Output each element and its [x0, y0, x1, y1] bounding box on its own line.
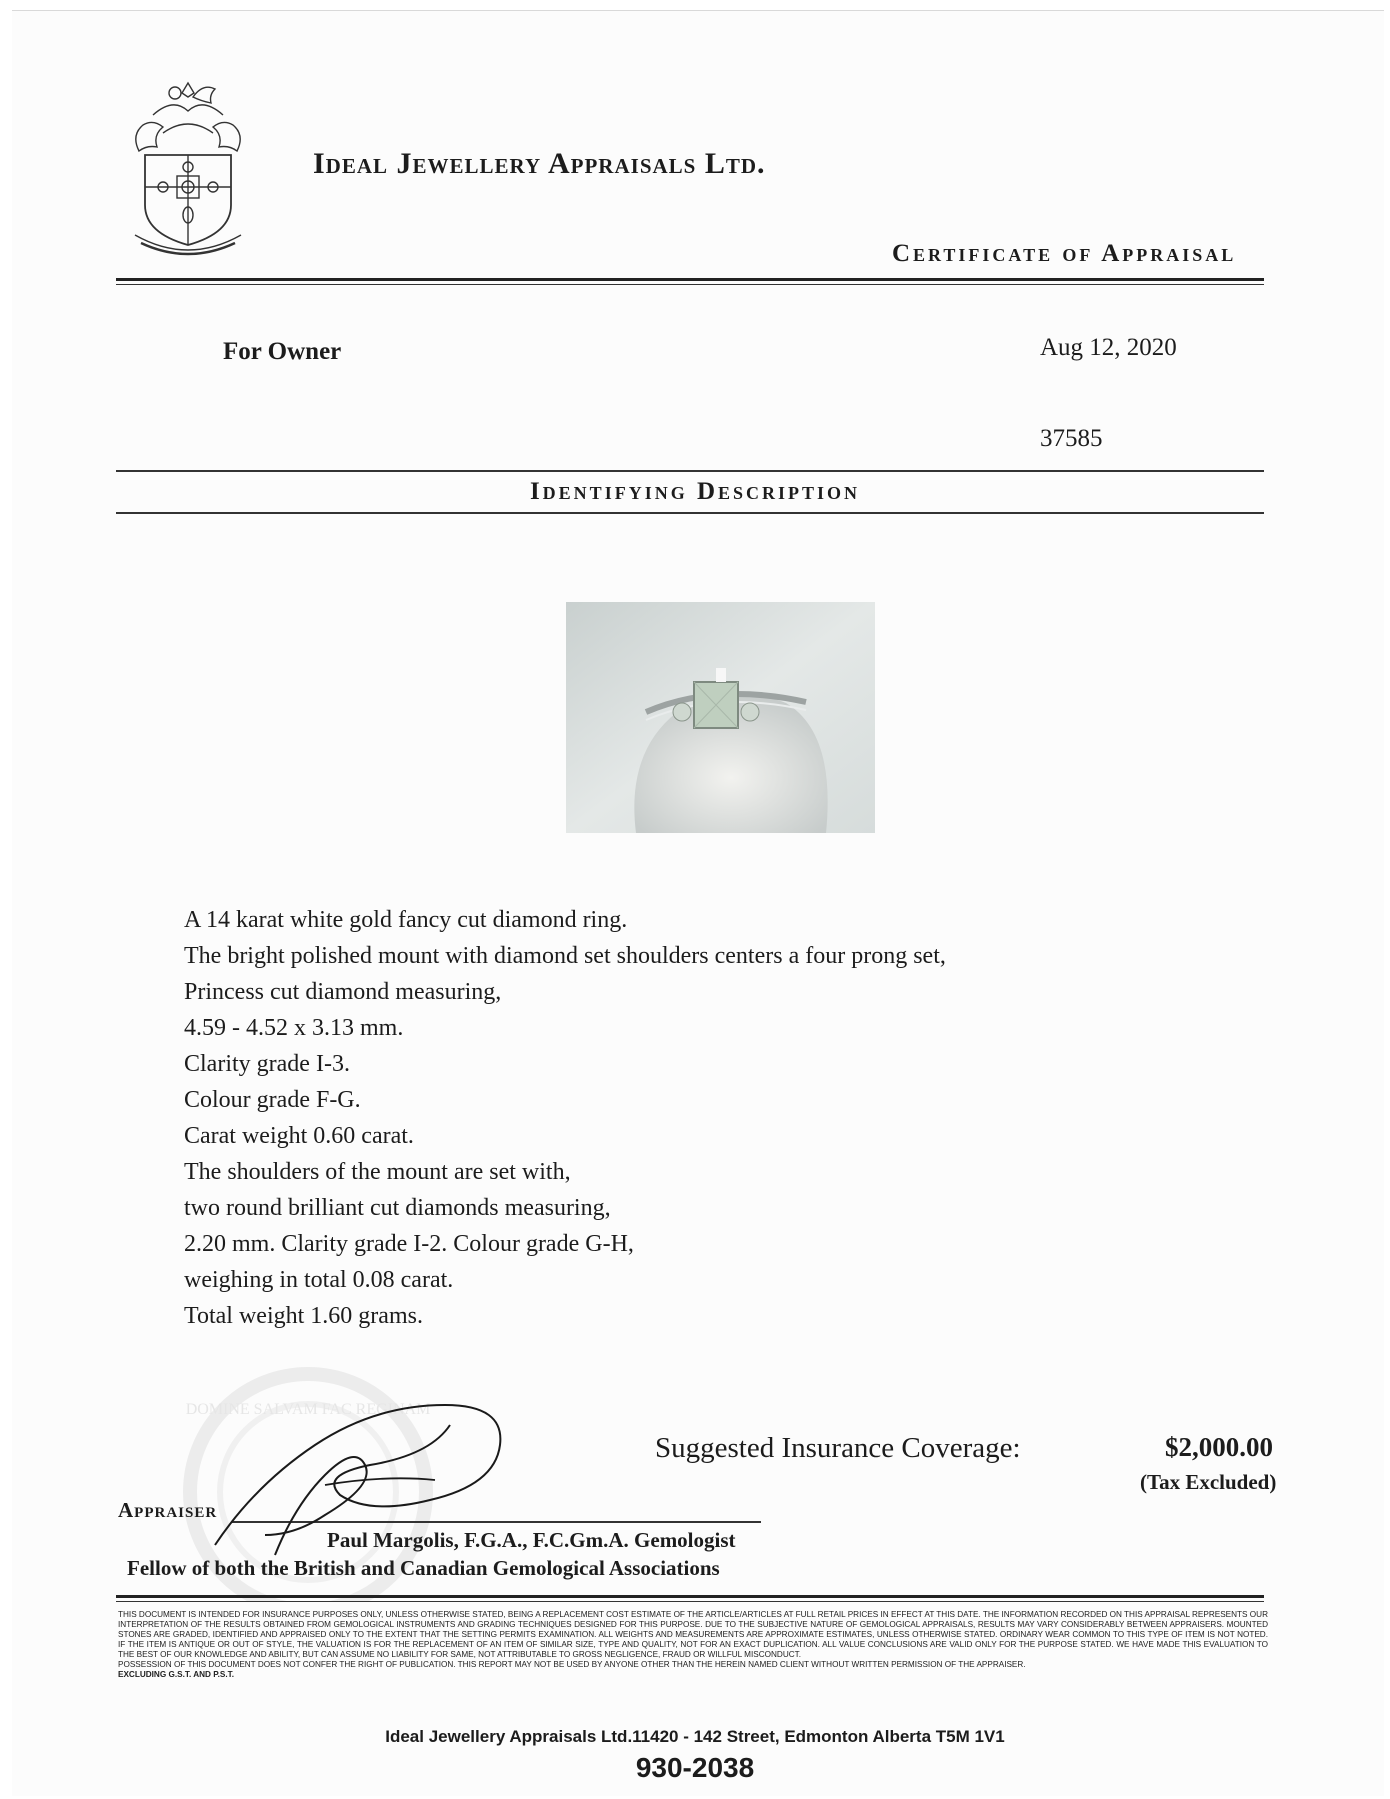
coat-of-arms-logo [123, 75, 253, 260]
description-line: 4.59 - 4.52 x 3.13 mm. [184, 1015, 404, 1041]
reference-number: 37585 [1040, 425, 1103, 452]
footer-phone: 930-2038 [635, 1752, 755, 1783]
description-line: The bright polished mount with diamond set shoulders centers a four prong set, [184, 943, 946, 969]
description-line: two round brilliant cut diamonds measuring, [184, 1195, 611, 1221]
svg-text:DOMINE SALVAM FAC REGINAM: DOMINE SALVAM FAC REGINAM [185, 1401, 431, 1418]
description-line: Carat weight 0.60 carat. [184, 1123, 414, 1149]
document-title: Certificate of Appraisal [892, 240, 1237, 267]
description-line: Clarity grade I-3. [184, 1051, 350, 1077]
footer-divider-thick [116, 1595, 1264, 1598]
appraisal-date: Aug 12, 2020 [1040, 334, 1177, 361]
description-line: Colour grade F-G. [184, 1087, 361, 1113]
description-line: Total weight 1.60 grams. [184, 1303, 423, 1329]
appraiser-name: Paul Margolis, F.G.A., F.C.Gm.A. Gemologist [327, 1528, 736, 1552]
footer-divider-thin [116, 1601, 1264, 1602]
header-divider-thick [116, 278, 1264, 281]
disclaimer-paragraph: THIS DOCUMENT IS INTENDED FOR INSURANCE PURPOSES ONLY, UNLESS OTHERWISE STATED, BEING A REPLACEMENT COST ESTIMATE OF THE ARTICLE/ARTICLES AT FULL RETAIL PRICES IN EFFECT AT THIS DATE. THE INFORMATION RECORDED ON THIS APPRAISAL REPRESENTS OUR INTERPRETATION OF THE RESULTS OBTAINED FROM GEMOLOGICAL INSTRUMENTS AND GRADING TECHNIQUES DESIGNED FOR THIS PURPOSE. DUE TO THE SUBJECTIVE NATURE OF GEMOLOGICAL APPRAISALS, RESULTS MAY VARY CONSIDERABLY BETWEEN APPRAISERS. MOUNTED STONES ARE GRADED, IDENTIFIED AND APPRAISED ONLY TO THE EXTENT THAT THE SETTING PERMITS EXAMINATION. ALL WEIGHTS AND MEASUREMENTS ARE APPROXIMATE ESTIMATES, UNLESS OTHERWISE STATED. ORDINARY WEAR COMMON TO THIS TYPE OF ITEM IS NOT NOTED. IF THE ITEM IS ANTIQUE OR OUT OF STYLE, THE VALUATION IS FOR THE REPLACEMENT OF AN ITEM OF SIMILAR SIZE, TYPE AND QUALITY, NOT FOR AN EXACT DUPLICATION. ALL VALUE CONCLUSIONS ARE VALID ONLY FOR THE PURPOSE STATED. WE HAVE MADE THIS EVALUATION TO THE BEST OF OUR KNOWLEDGE AND ABILITY, BUT CAN ASSUME NO LIABILITY FOR SAME, NOT ATTRIBUTABLE TO GROSS NEGLIGENCE, FRAUD OR WILLFUL MISCONDUCT. [118, 1610, 1268, 1659]
coverage-amount: $2,000.00 [1165, 1432, 1273, 1462]
disclaimer-text [118, 1610, 1268, 1680]
appraiser-label: Appraiser [118, 1498, 218, 1522]
disclaimer-tax: EXCLUDING G.S.T. AND P.S.T. [118, 1670, 235, 1679]
description-line: 2.20 mm. Clarity grade I-2. Colour grade G-H, [184, 1231, 634, 1257]
description-line: Princess cut diamond measuring, [184, 979, 502, 1005]
section-divider-bottom [116, 512, 1264, 514]
description-line: weighing in total 0.08 carat. [184, 1267, 454, 1293]
section-divider-top [116, 470, 1264, 472]
handwritten-signature [205, 1385, 545, 1560]
company-name: Ideal Jewellery Appraisals Ltd. [313, 147, 766, 180]
owner-label: For Owner [223, 338, 342, 365]
coverage-label: Suggested Insurance Coverage: [655, 1432, 1021, 1464]
appraiser-fellowship: Fellow of both the British and Canadian Gemological Associations [127, 1556, 720, 1580]
disclaimer-publication: POSSESSION OF THIS DOCUMENT DOES NOT CONFER THE RIGHT OF PUBLICATION. THIS REPORT MAY NOT BE USED BY ANYONE OTHER THAN THE HEREIN NAMED CLIENT WITHOUT WRITTEN PERMISSION OF THE APPRAISER. [118, 1660, 1026, 1669]
description-line: The shoulders of the mount are set with, [184, 1159, 571, 1185]
footer-address: Ideal Jewellery Appraisals Ltd.11420 - 142 Street, Edmonton Alberta T5M 1V1 [385, 1727, 1005, 1746]
section-title: Identifying Description [529, 478, 861, 505]
ring-photo [566, 602, 875, 833]
description-line: A 14 karat white gold fancy cut diamond ring. [184, 907, 628, 933]
description-block [184, 902, 946, 1334]
tax-note: (Tax Excluded) [1140, 1470, 1277, 1494]
header-divider-thin [116, 284, 1264, 285]
